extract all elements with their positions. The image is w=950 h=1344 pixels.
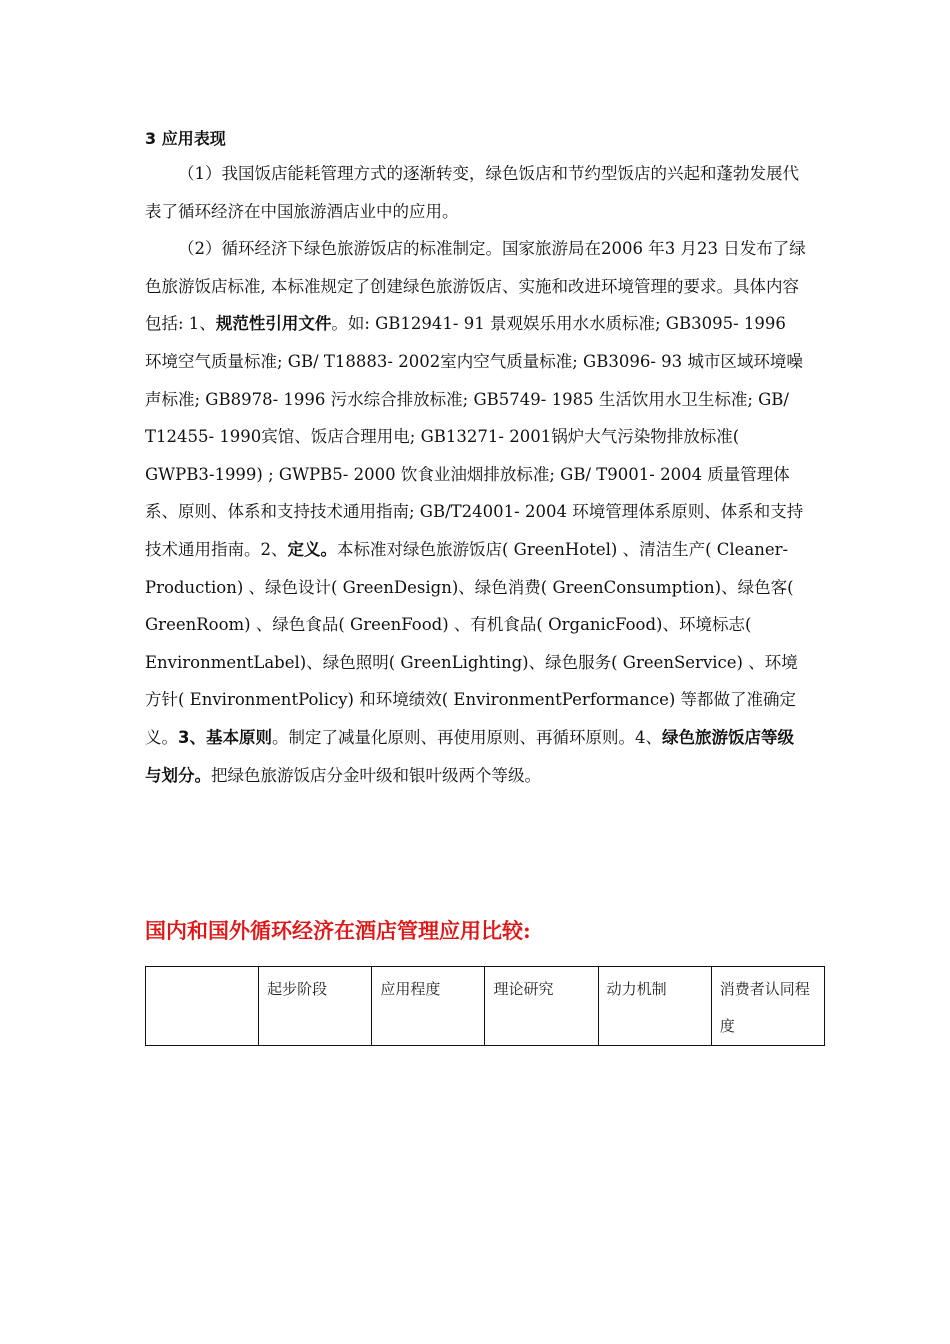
bold-term-definitions: 定义。 <box>287 539 337 559</box>
paragraph-2-text-c: 。如: GB12941- 91 景观娱乐用水水质标准; GB3095- 1996 环境空气质量标准; GB/ T18883- 2002室内空气质量标准; GB3096- 93 城市区域环境噪声标准; GB8978- 1996 污水综合排放标准; GB5749- 1985 生活饮用水卫生标准; GB/ T12455- 1990宾馆、饭店合理用电; GB13271- 2001锅炉大气污染物排放标准( GWPB3-1999) ; GWPB5- 2000 饮食业油烟排放标准; GB/ T9001- 2004 质量管理体系、原则、体系和支持技术通用指南; GB/T24001- 2004 环境管理体系原则、体系和支持技术通用指南。2、 <box>145 314 804 559</box>
table-header-theory-research: 理论研究 <box>485 967 598 1046</box>
table-header-consumer-recognition: 消费者认同程度 <box>711 967 824 1046</box>
comparison-title: 国内和国外循环经济在酒店管理应用比较: <box>145 918 531 943</box>
bold-term-grading: 绿色旅游饭店等级与划分。 <box>145 727 794 785</box>
section-heading: 3 应用表现 <box>145 129 226 148</box>
body-text <box>145 155 807 794</box>
bold-term-normative-references: 规范性引用文件 <box>215 314 332 334</box>
paragraph-1: （1）我国饭店能耗管理方式的逐渐转变，绿色饭店和节约型饭店的兴起和蓬勃发展代表了循环经济在中国旅游酒店业中的应用。 <box>145 164 799 221</box>
table-row <box>146 967 825 1046</box>
paragraph-2-text-e: 。制定了减量化原则、再使用原则、再循环原则。4、 <box>271 727 662 747</box>
table-cell-corner <box>146 967 259 1046</box>
paragraph-2-text-f: 把绿色旅游饭店分金叶级和银叶级两个等级。 <box>211 765 541 785</box>
comparison-table <box>145 966 825 1046</box>
paragraph-2 <box>145 230 807 794</box>
bold-term-basic-principles: 3、基本原则 <box>178 727 272 747</box>
paragraph-2-text-a: （2）循环经济下绿色旅游饭店的标准制定。国家旅游局在2006 年3 月23 日发布了绿色旅游饭店标准, 本标准规定了创建绿色旅游饭店、实施和改进环境管理的要求。具体内容包括: 1、 <box>145 239 806 334</box>
table-header-start-stage: 起步阶段 <box>259 967 372 1046</box>
paragraph-2-text-d: 本标准对绿色旅游饭店( GreenHotel) 、清洁生产( Cleaner-Production) 、绿色设计( GreenDesign)、绿色消费( GreenConsumption)、绿色客( GreenRoom) 、绿色食品( GreenFood) 、有机食品( OrganicFood)、环境标志( EnvironmentLabel)、绿色照明( GreenLighting)、绿色服务( GreenService) 、环境方针( EnvironmentPolicy) 和环境绩效( EnvironmentPerformance) 等都做了准确定义。 <box>145 539 798 747</box>
table-header-driving-mechanism: 动力机制 <box>598 967 711 1046</box>
table-header-application-level: 应用程度 <box>372 967 485 1046</box>
